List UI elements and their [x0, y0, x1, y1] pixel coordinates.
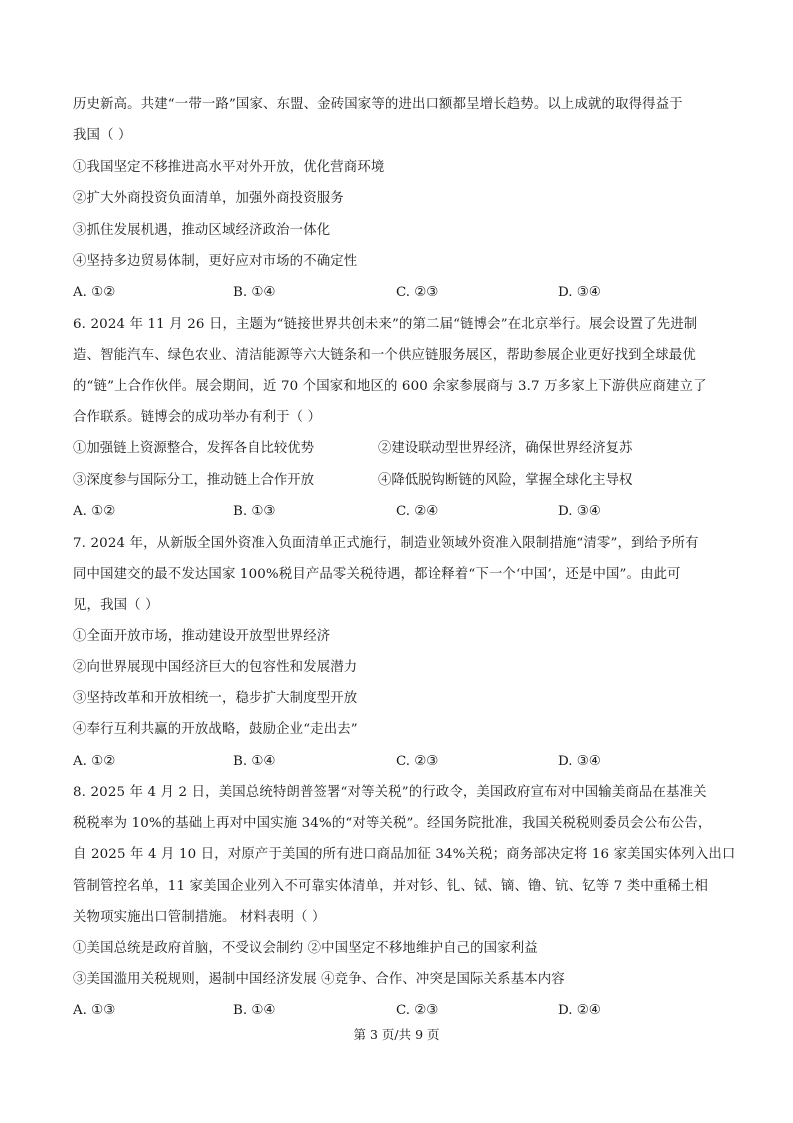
q6-option-c[interactable]: C. ②④ [396, 504, 439, 519]
q6-option-b[interactable]: B. ①③ [233, 504, 276, 519]
q6-statement-3: ③深度参与国际分工，推动链上合作开放 [73, 473, 315, 488]
q5-statement-1: ①我国坚定不移推进高水平对外开放，优化营商环境 [73, 160, 385, 175]
q8-option-a[interactable]: A. ①③ [73, 1003, 116, 1018]
q6-option-a[interactable]: A. ①② [73, 504, 116, 519]
q7-option-d[interactable]: D. ③④ [558, 754, 601, 769]
q7-stem-line-3: 见，我国（ ） [73, 598, 159, 613]
q8-stem-line-1: 8. 2025 年 4 月 2 日，美国总统特朗普签署“对等关税”的行政令，美国政府宣布对中国输美商品在基准关 [73, 785, 707, 800]
q5-option-a[interactable]: A. ①② [73, 285, 116, 300]
q5-option-c[interactable]: C. ②③ [396, 285, 439, 300]
q7-statement-2: ②向世界展现中国经济巨大的包容性和发展潜力 [73, 660, 358, 675]
q5-statement-3: ③抓住发展机遇，推动区域经济政治一体化 [73, 223, 331, 238]
q7-statement-3: ③坚持改革和开放相统一，稳步扩大制度型开放 [73, 691, 358, 706]
q8-statements-line-1: ①美国总统是政府首脑，不受议会制约 ②中国坚定不移地维护自己的国家利益 [73, 941, 538, 956]
q6-stem-line-2: 造、智能汽车、绿色农业、清洁能源等六大链条和一个供应链服务展区，帮助参展企业更好找到全球最优 [73, 348, 696, 363]
q8-stem-line-3: 自 2025 年 4 月 10 日，对原产于美国的所有进口商品加征 34%关税；商务部决定将 16 家美国实体列入出口 [73, 847, 736, 862]
q5-option-d[interactable]: D. ③④ [558, 285, 601, 300]
q5-statement-4: ④坚持多边贸易体制，更好应对市场的不确定性 [73, 254, 358, 269]
q8-option-d[interactable]: D. ②④ [558, 1003, 601, 1018]
q7-stem-line-1: 7. 2024 年，从新版全国外资准入负面清单正式施行，制造业领域外资准入限制措施“清零”，到给予所有 [73, 536, 699, 551]
q5-stem-line-1: 历史新高。共建“一带一路”国家、东盟、金砖国家等的进出口额都呈增长趋势。以上成就的取得得益于 [73, 97, 683, 112]
q8-stem-line-5: 关物项实施出口管制措施。 材料表明（ ） [73, 910, 326, 925]
q5-stem-line-2: 我国（ ） [73, 128, 132, 143]
q6-statement-4: ④降低脱钩断链的风险，掌握全球化主导权 [378, 473, 633, 488]
q8-option-c[interactable]: C. ②③ [396, 1003, 439, 1018]
q7-option-a[interactable]: A. ①② [73, 754, 116, 769]
q5-option-b[interactable]: B. ①④ [233, 285, 276, 300]
q6-stem-line-1: 6. 2024 年 11 月 26 日，主题为“链接世界共创未来”的第二届“链博会”在北京举行。展会设置了先进制 [73, 317, 698, 332]
q6-stem-line-3: 的“链”上合作伙伴。展会期间，近 70 个国家和地区的 600 余家参展商与 3.7 万多家上下游供应商建立了 [73, 379, 707, 394]
q6-statement-1: ①加强链上资源整合，发挥各自比较优势 [73, 441, 315, 456]
q7-statement-4: ④奉行互利共赢的开放战略，鼓励企业“走出去” [73, 722, 358, 737]
q6-option-d[interactable]: D. ③④ [558, 504, 601, 519]
page-footer: 第 3 页/共 9 页 [353, 1027, 440, 1042]
q7-option-c[interactable]: C. ②③ [396, 754, 439, 769]
q7-statement-1: ①全面开放市场，推动建设开放型世界经济 [73, 629, 331, 644]
q8-option-b[interactable]: B. ①④ [233, 1003, 276, 1018]
q8-stem-line-2: 税税率为 10%的基础上再对中国实施 34%的“对等关税”。经国务院批准，我国关税税则委员会公布公告， [73, 816, 712, 831]
q8-stem-line-4: 管制管控名单，11 家美国企业列入不可靠实体清单，并对钐、钆、铽、镝、镥、钪、钇等 7 类中重稀土相 [73, 879, 709, 894]
q6-statement-2: ②建设联动型世界经济，确保世界经济复苏 [378, 441, 633, 456]
q7-stem-line-2: 同中国建交的最不发达国家 100%税目产品零关税待遇，都诠释着“下一个‘中国’，还是中国”。由此可 [73, 567, 681, 582]
q5-statement-2: ②扩大外商投资负面清单，加强外商投资服务 [73, 191, 344, 206]
q7-option-b[interactable]: B. ①④ [233, 754, 276, 769]
q6-stem-line-4: 合作联系。链博会的成功举办有利于（ ） [73, 410, 322, 425]
q8-statements-line-2: ③美国滥用关税规则，遏制中国经济发展 ④竞争、合作、冲突是国际关系基本内容 [73, 972, 565, 987]
